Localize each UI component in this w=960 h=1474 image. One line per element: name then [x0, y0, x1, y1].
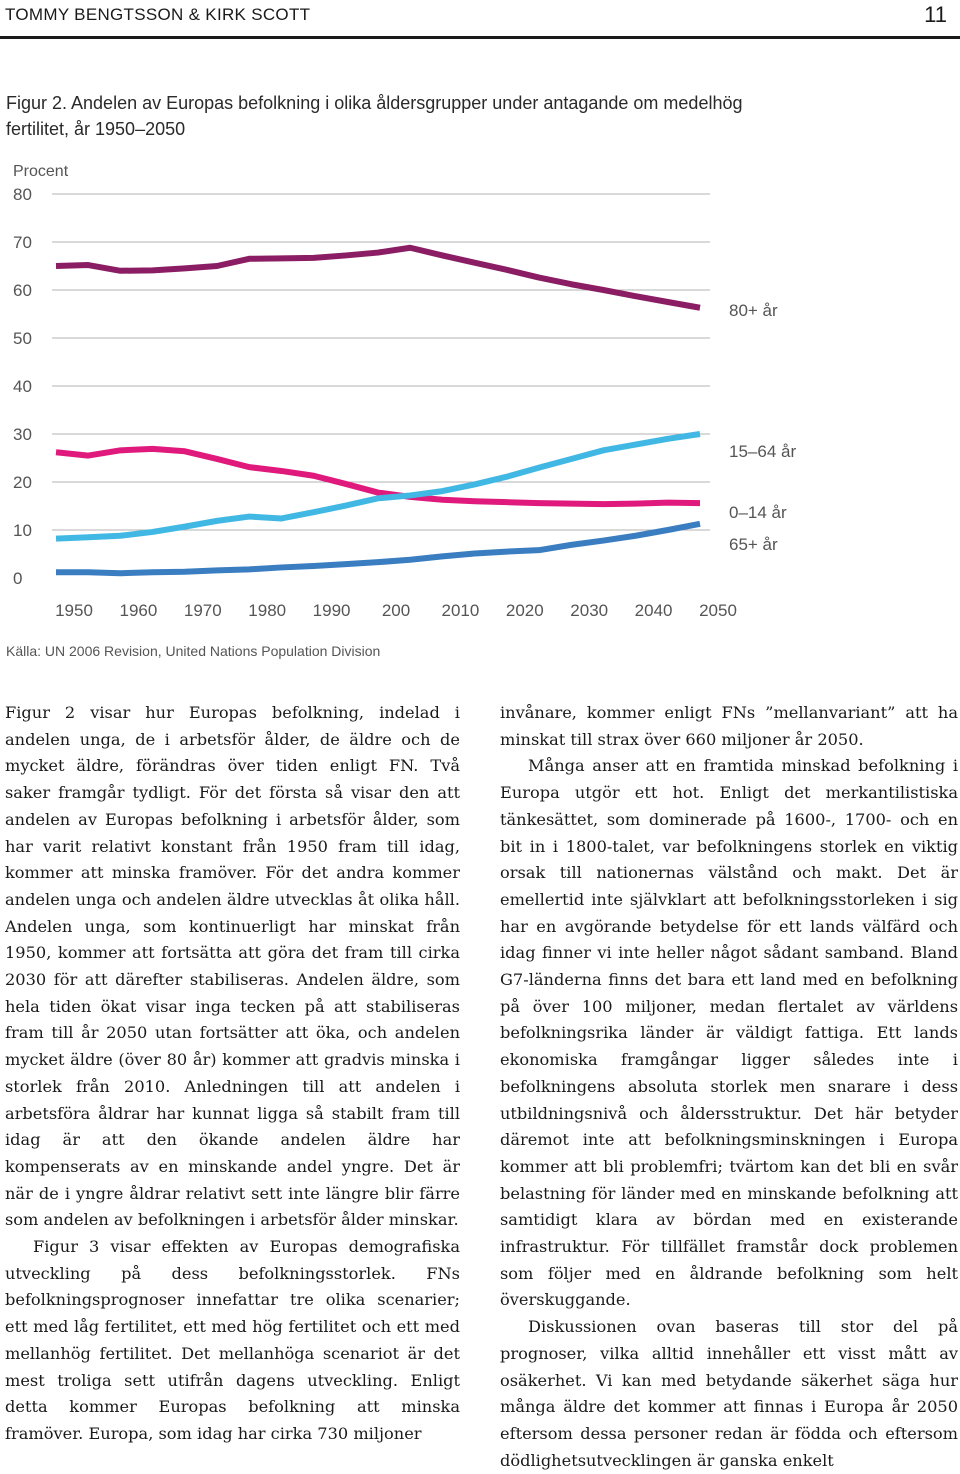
x-tick-label: 2020 — [505, 601, 544, 620]
series-line — [56, 248, 700, 308]
x-tick-label: 1990 — [312, 601, 351, 620]
x-tick-label: 1970 — [183, 601, 222, 620]
series-end-label: 80+ år — [729, 301, 778, 320]
header-rule — [0, 36, 960, 39]
line-chart — [0, 155, 860, 630]
line-end-labels — [729, 301, 796, 554]
y-tick-label: 60 — [13, 281, 32, 300]
y-tick-label: 70 — [13, 233, 32, 252]
y-tick-label: 40 — [13, 377, 32, 396]
chart-series — [56, 248, 700, 573]
y-tick-label: 0 — [13, 569, 23, 588]
x-tick-label: 1980 — [248, 601, 287, 620]
chart-gridlines — [52, 194, 710, 530]
y-tick-label: 80 — [13, 185, 32, 204]
text-column-right — [500, 700, 958, 1474]
page-number: 11 — [924, 2, 947, 27]
x-axis-tick-labels — [55, 601, 737, 620]
body-paragraph: invånare, kommer enligt FNs ”mellanvariant” att ha minskat till strax över 660 miljoner år 2050. — [500, 703, 958, 749]
body-paragraph: Diskussionen ovan baseras till stor del på prognoser, vilka alltid innehåller ett visst mått av osäkerhet. Vi kan med betydande säkerhet säga hur många äldre det kommer att finnas i Europa år 2050 eftersom dessa personer redan är födda och eftersom dödlighetsutvecklingen är ganska enkelt — [500, 1317, 958, 1470]
x-tick-label: 2040 — [634, 601, 673, 620]
x-tick-label: 1950 — [55, 601, 93, 620]
y-tick-label: 10 — [13, 521, 32, 540]
x-tick-label: 200 — [381, 601, 411, 620]
figure-source: Källa: UN 2006 Revision, United Nations Population Division — [6, 643, 381, 659]
y-tick-label: 50 — [13, 329, 32, 348]
y-axis-label: Procent — [13, 163, 69, 180]
x-tick-label: 2050 — [699, 601, 737, 620]
x-tick-label: 1960 — [119, 601, 158, 620]
page-header — [5, 2, 955, 28]
x-tick-label: 2030 — [570, 601, 609, 620]
text-column-left — [5, 700, 460, 1448]
series-end-label: 15–64 år — [729, 442, 797, 461]
series-end-label: 65+ år — [729, 535, 778, 554]
figure-title: Figur 2. Andelen av Europas befolkning i olika åldersgrupper under antagande om medelhög fertilitet, år 1950–2050 — [6, 93, 743, 139]
running-head-authors: TOMMY BENGTSSON & KIRK SCOTT — [5, 5, 311, 24]
y-tick-label: 30 — [13, 425, 32, 444]
y-tick-label: 20 — [13, 473, 32, 492]
body-paragraph: Figur 2 visar hur Europas befolkning, indelad i andelen unga, de i arbetsför ålder, de äldre och de mycket äldre, förändras över tiden enligt FN. Två saker framgår tydligt. För det första så visar den att andelen av Europas befolkning i arbetsför ålder, som har varit relativt konstant från 1950 fram till idag, kommer att minska framöver. För det andra kommer andelen unga och andelen äldre utvecklas åt olika håll. Andelen unga, som kontinuerligt har minskat från 1950, kommer att fortsätta att göra det fram till cirka 2030 för att därefter stabiliseras. Andelen äldre, som hela tiden ökat visar inga tecken på att stabiliseras fram till år 2050 utan fortsätter att öka, och andelen mycket äldre (över 80 år) kommer att gradvis minska i storlek från 2010. Anledningen till att andelen i arbetsföra åldrar har kunnat ligga så stabilt fram till idag är att den ökande andelen äldre har kompenserats av en minskande andel yngre. Det är när de i yngre åldrar relativt sett inte längre blir färre som andelen av befolkningen i arbetsför ålder minskar. — [5, 703, 460, 1230]
x-tick-label: 2010 — [441, 601, 480, 620]
body-paragraph: Figur 3 visar effekten av Europas demografiska utveckling på dess befolkningsstorlek. FNs befolkningsprognoser innefattar tre olika scenarier; ett med låg fertilitet, ett med hög fertilitet och ett med mellanhög fertilitet. Det mellanhöga scenariot är det mest troliga sett utifrån dagens utveckling. Enligt detta kommer Europas befolkning att minska framöver. Europa, som idag har cirka 730 miljoner — [5, 1237, 460, 1443]
series-end-label: 0–14 år — [729, 503, 787, 522]
y-axis-tick-labels — [13, 185, 32, 588]
body-paragraph: Många anser att en framtida minskad befolkning i Europa utgör ett hot. Enligt det merkantilistiska tänkesättet, som dominerade på 1600-, 1700- och en bit in i 1800-talet, var befolkningens storlek en viktig orsak till nationernas välstånd och makt. Det är emellertid inte självklart att befolkningsstorleken i sig har en avgörande betydelse för ett lands välfärd och idag finner vi inte heller något sådant samband. Bland G7-länderna finns det bara ett land med en befolkning på över 100 miljoner, medan flertalet av världens befolkningsrika länder är väldigt fattiga. Ett lands ekonomiska framgångar ligger således inte i befolkningens absoluta storlek men snarare i dess utbildningsnivå och åldersstruktur. Det här betyder däremot inte att befolkningsminskningen i Europa kommer att bli problemfri; tvärtom kan det bli en svår belastning för länder med en minskande befolkning att samtidigt klara av bördan med en existerande infrastruktur. För tillfället framstår dock problemen som följer med en åldrande befolkning som helt överskuggande. — [500, 756, 958, 1310]
